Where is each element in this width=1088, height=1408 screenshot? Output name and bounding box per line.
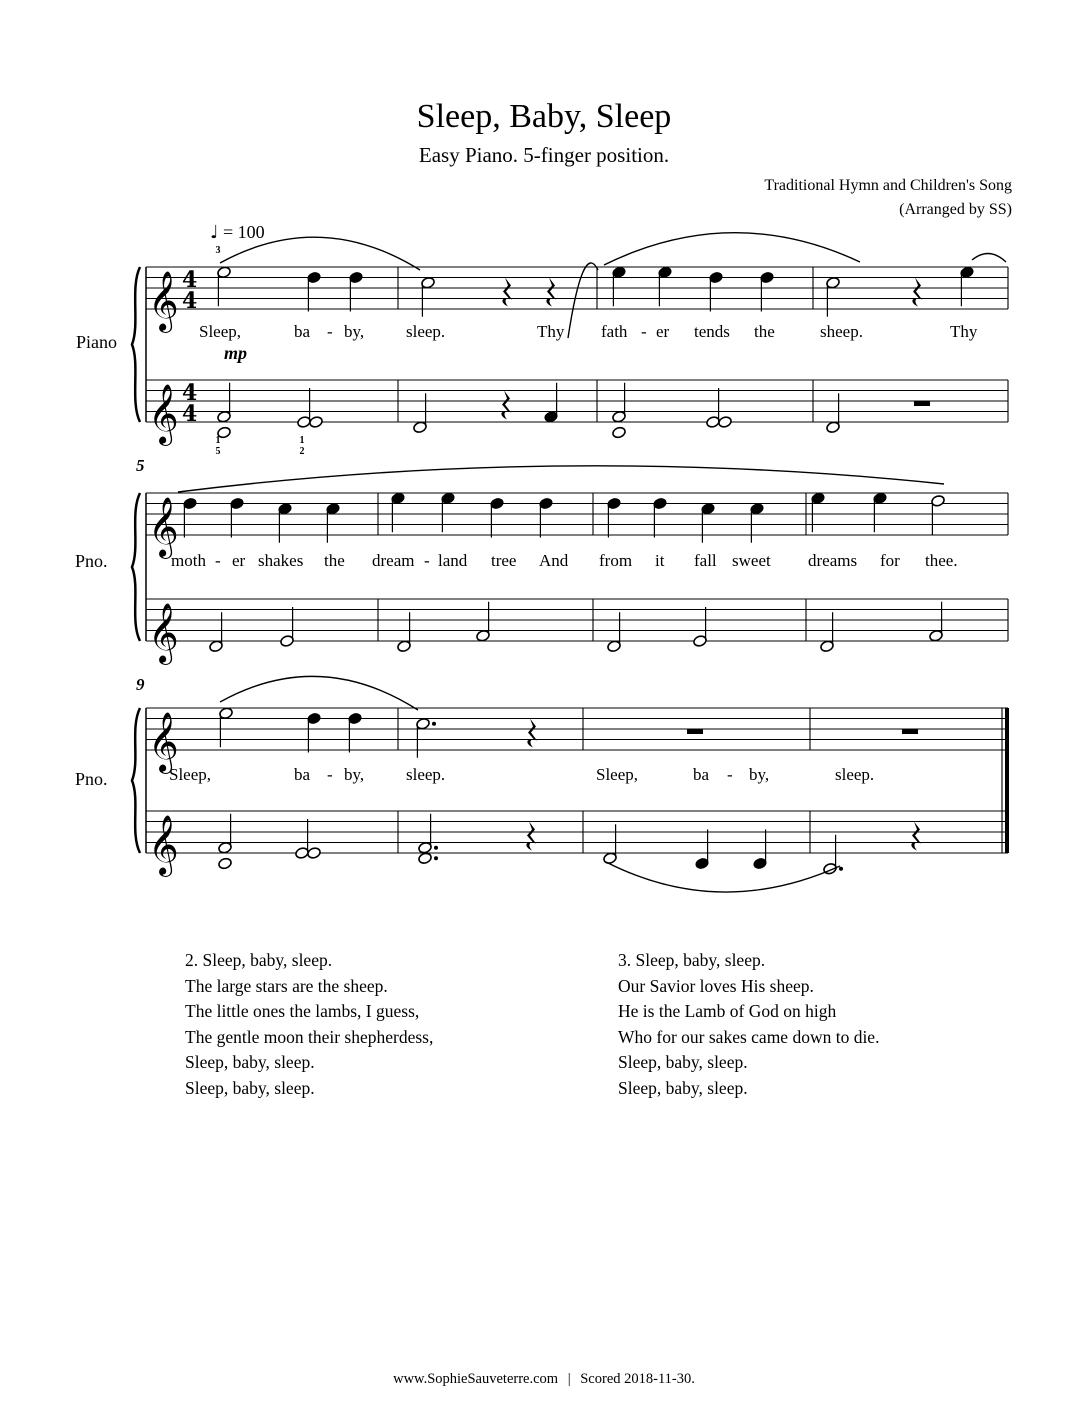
lyric-syllable: the bbox=[324, 551, 345, 570]
lyric-syllable: Thy bbox=[950, 322, 978, 341]
half-note bbox=[418, 852, 433, 865]
lyric-syllable: Sleep, bbox=[169, 765, 212, 784]
quarter-rest-icon bbox=[911, 822, 921, 851]
lyric-syllable: thee. bbox=[925, 551, 958, 570]
half-note bbox=[612, 426, 627, 439]
quarter-rest-icon bbox=[501, 391, 511, 420]
lyric-syllable: moth bbox=[171, 551, 206, 570]
verse-line: 2. Sleep, baby, sleep. bbox=[185, 950, 333, 970]
quarter-rest-icon bbox=[527, 719, 537, 748]
song-subtitle: Easy Piano. 5-finger position. bbox=[418, 143, 670, 167]
lyric-syllable: for bbox=[880, 551, 900, 570]
quarter-rest-icon bbox=[912, 278, 922, 307]
verse-2 bbox=[185, 948, 433, 1101]
quarter-note-icon: ♩ bbox=[210, 222, 219, 243]
lyric-hyphen: - bbox=[215, 551, 221, 570]
lyric-syllable: from bbox=[599, 551, 633, 570]
lyric-hyphen: - bbox=[327, 322, 333, 341]
lyric-syllable: fath bbox=[601, 322, 628, 341]
treble-clef-icon: 𝄞 bbox=[148, 815, 179, 875]
half-note bbox=[309, 416, 324, 429]
lyric-syllable: er bbox=[656, 322, 670, 341]
lyric-syllable: tree bbox=[491, 551, 517, 570]
lyric-syllable: by, bbox=[344, 765, 365, 784]
lyric-syllable: sleep. bbox=[406, 765, 446, 784]
lyric-syllable: dream bbox=[372, 551, 415, 570]
lyric-syllable: sheep. bbox=[820, 322, 863, 341]
lyric-syllable: it bbox=[655, 551, 665, 570]
slur bbox=[604, 233, 860, 265]
lyric-syllable: sleep. bbox=[406, 322, 446, 341]
verse-line: Sleep, baby, sleep. bbox=[185, 1052, 315, 1072]
time-signature: 4 bbox=[182, 380, 198, 406]
instrument-label: Pno. bbox=[75, 769, 108, 789]
lyric-syllable: sleep. bbox=[835, 765, 875, 784]
verse-line: He is the Lamb of God on high bbox=[618, 1001, 837, 1021]
lyric-syllable: sweet bbox=[732, 551, 771, 570]
lyric-syllable: ba bbox=[693, 765, 710, 784]
slur bbox=[568, 263, 598, 338]
augmentation-dot bbox=[432, 722, 436, 726]
measure-number: 9 bbox=[136, 675, 145, 694]
augmentation-dot bbox=[839, 867, 843, 871]
augmentation-dot bbox=[434, 846, 438, 850]
treble-clef-icon: 𝄞 bbox=[148, 603, 179, 663]
lyric-syllable: ba bbox=[294, 322, 311, 341]
verse-line: The gentle moon their shepherdess, bbox=[185, 1026, 434, 1047]
verse-line: Sleep, baby, sleep. bbox=[618, 1077, 748, 1098]
lyric-hyphen: - bbox=[727, 765, 733, 784]
verse-line: Who for our sakes came down to die. bbox=[618, 1026, 880, 1047]
time-signature: 4 bbox=[182, 267, 198, 293]
arranger-credit: (Arranged by SS) bbox=[899, 201, 1012, 218]
lyric-syllable: Sleep, bbox=[199, 322, 242, 341]
instrument-label: Pno. bbox=[75, 551, 108, 571]
measure-number: 5 bbox=[136, 456, 145, 475]
brace bbox=[132, 708, 140, 853]
fingering-bass-1a: 1 bbox=[215, 435, 221, 446]
lyric-syllable: ba bbox=[294, 765, 311, 784]
verse-line: The little ones the lambs, I guess, bbox=[185, 1001, 420, 1021]
song-title: Sleep, Baby, Sleep bbox=[416, 98, 672, 135]
lyric-syllable: er bbox=[232, 551, 246, 570]
verse-line: Our Savior loves His sheep. bbox=[618, 975, 814, 996]
verse-line: The large stars are the sheep. bbox=[185, 975, 388, 996]
lyric-syllable: land bbox=[438, 551, 468, 570]
augmentation-dot bbox=[434, 856, 438, 860]
lyric-syllable: Sleep, bbox=[596, 765, 639, 784]
treble-clef-icon: 𝄞 bbox=[148, 712, 179, 772]
slur bbox=[972, 253, 1006, 262]
lyric-syllable: Thy bbox=[537, 322, 565, 341]
quarter-rest-icon bbox=[526, 822, 536, 851]
lyric-syllable: by, bbox=[344, 322, 365, 341]
lyric-syllable: dreams bbox=[808, 551, 858, 570]
half-note bbox=[307, 847, 322, 860]
verse-3 bbox=[618, 948, 879, 1101]
fingering-top: 3 bbox=[215, 245, 221, 256]
lyric-syllable: by, bbox=[749, 765, 770, 784]
lyric-hyphen: - bbox=[327, 765, 333, 784]
fingering-bass-2a: 1 bbox=[299, 435, 305, 446]
treble-clef-icon: 𝄞 bbox=[148, 271, 179, 331]
website-link[interactable]: www.SophieSauveterre.com bbox=[393, 1371, 559, 1387]
footer-separator: | bbox=[567, 1371, 571, 1387]
tempo-bpm: = 100 bbox=[223, 222, 265, 242]
composer-credit: Traditional Hymn and Children's Song bbox=[764, 177, 1012, 194]
half-note bbox=[718, 416, 733, 429]
lyric-syllable: fall bbox=[694, 551, 717, 570]
verse-line: Sleep, baby, sleep. bbox=[618, 1052, 748, 1072]
treble-clef-icon: 𝄞 bbox=[148, 497, 179, 557]
brace bbox=[132, 267, 140, 422]
treble-clef-icon: 𝄞 bbox=[148, 384, 179, 444]
brace bbox=[132, 493, 140, 641]
lyric-syllable: shakes bbox=[258, 551, 304, 570]
fingering-bass-1b: 5 bbox=[215, 446, 221, 457]
dynamic-marking: mp bbox=[224, 343, 248, 363]
verse-line: 3. Sleep, baby, sleep. bbox=[618, 950, 766, 970]
half-rest-icon bbox=[687, 729, 703, 734]
lyric-syllable: the bbox=[754, 322, 775, 341]
time-signature: 4 bbox=[182, 288, 198, 314]
instrument-label: Piano bbox=[76, 332, 118, 352]
half-rest-icon bbox=[914, 401, 930, 406]
scored-date: Scored 2018-11-30. bbox=[580, 1371, 695, 1387]
lyric-hyphen: - bbox=[424, 551, 430, 570]
fingering-bass-2b: 2 bbox=[299, 446, 305, 457]
lyric-hyphen: - bbox=[641, 322, 647, 341]
slur bbox=[178, 466, 944, 492]
page-footer bbox=[0, 1371, 1088, 1388]
tempo-marking bbox=[210, 222, 265, 243]
lyric-syllable: And bbox=[539, 551, 569, 570]
lyric-syllable: tends bbox=[694, 322, 730, 341]
quarter-rest-icon bbox=[546, 278, 556, 307]
half-note bbox=[218, 857, 233, 870]
half-rest-icon bbox=[902, 729, 918, 734]
slur bbox=[606, 862, 840, 892]
verse-line: Sleep, baby, sleep. bbox=[185, 1077, 315, 1098]
time-signature: 4 bbox=[182, 401, 198, 427]
quarter-rest-icon bbox=[502, 278, 512, 307]
slur bbox=[220, 676, 418, 710]
